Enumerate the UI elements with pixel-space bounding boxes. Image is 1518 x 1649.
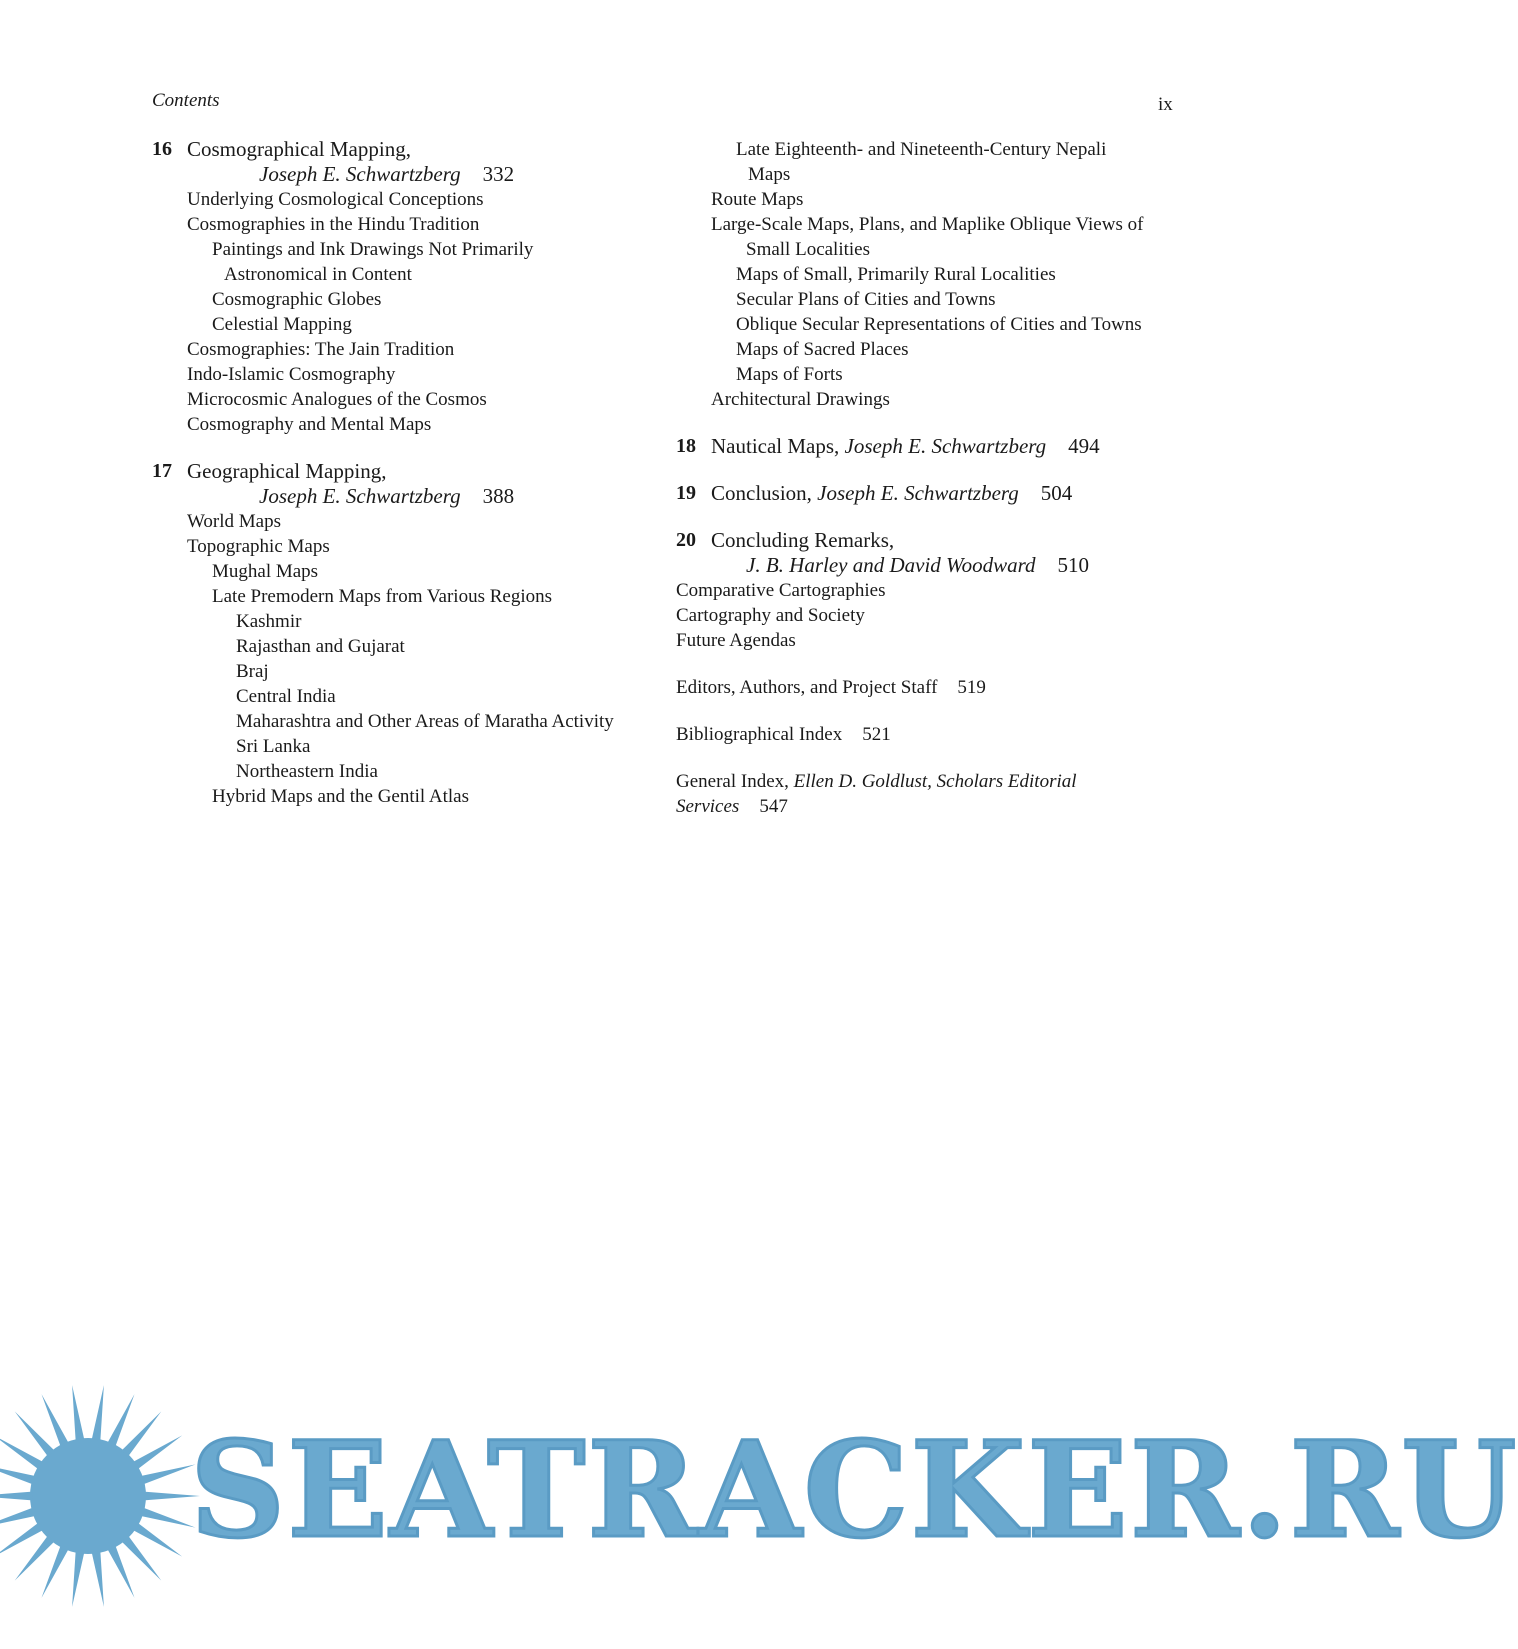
page-number: ix bbox=[1158, 94, 1173, 115]
toc-subsection[interactable]: Secular Plans of Cities and Towns bbox=[736, 289, 996, 310]
toc-subsection[interactable]: Celestial Mapping bbox=[212, 314, 352, 335]
toc-chapter-19[interactable] bbox=[676, 481, 1196, 506]
watermark-text: SEATRACKER.RU bbox=[190, 1413, 1518, 1568]
toc-subsection[interactable]: Maps of Sacred Places bbox=[736, 339, 909, 360]
chapter-page: 504 bbox=[1040, 481, 1073, 505]
toc-region[interactable]: Northeastern India bbox=[236, 761, 378, 782]
toc-chapter-17[interactable] bbox=[152, 459, 682, 509]
chapter-title: Geographical Mapping, bbox=[187, 459, 387, 483]
toc-subsection[interactable]: Maps of Small, Primarily Rural Localities bbox=[736, 264, 1056, 285]
chapter-number: 16 bbox=[152, 138, 172, 160]
toc-section[interactable]: Architectural Drawings bbox=[711, 389, 890, 410]
toc-subsection[interactable]: Oblique Secular Representations of Cities and Towns bbox=[736, 314, 1142, 335]
toc-section[interactable]: World Maps bbox=[187, 511, 281, 532]
toc-section[interactable]: Topographic Maps bbox=[187, 536, 330, 557]
toc-section[interactable]: Cosmographies: The Jain Tradition bbox=[187, 339, 455, 360]
backmatter-page: 521 bbox=[862, 724, 891, 745]
chapter-number: 19 bbox=[676, 482, 696, 504]
toc-region[interactable]: Sri Lanka bbox=[236, 736, 311, 757]
backmatter-author-cont: Services bbox=[676, 796, 740, 817]
toc-subsection[interactable]: Paintings and Ink Drawings Not Primarily bbox=[212, 239, 534, 260]
backmatter-label: Editors, Authors, and Project Staff bbox=[676, 677, 938, 698]
toc-subsection-cont: Maps bbox=[748, 164, 791, 185]
toc-subsection[interactable]: Late Premodern Maps from Various Regions bbox=[212, 586, 553, 607]
toc-general-index[interactable] bbox=[676, 769, 1196, 794]
toc-subsection-cont: Astronomical in Content bbox=[224, 264, 412, 285]
toc-subsection[interactable]: Mughal Maps bbox=[212, 561, 319, 582]
toc-left-column bbox=[152, 137, 682, 809]
chapter-title: Conclusion, bbox=[711, 481, 812, 505]
chapter-author: Joseph E. Schwartzberg bbox=[259, 162, 461, 186]
toc-section[interactable]: Microcosmic Analogues of the Cosmos bbox=[187, 389, 487, 410]
chapter-page: 494 bbox=[1068, 434, 1100, 458]
backmatter-label: Bibliographical Index bbox=[676, 724, 843, 745]
backmatter-page: 519 bbox=[957, 677, 986, 698]
toc-section-cont: Small Localities bbox=[746, 239, 871, 260]
toc-subsection[interactable]: Late Eighteenth- and Nineteenth-Century Nepali bbox=[736, 139, 1107, 160]
toc-region[interactable]: Central India bbox=[236, 686, 336, 707]
toc-section[interactable]: Cosmography and Mental Maps bbox=[187, 414, 432, 435]
toc-chapter-18[interactable] bbox=[676, 434, 1196, 459]
chapter-number: 17 bbox=[152, 460, 172, 482]
chapter-title: Concluding Remarks, bbox=[711, 528, 895, 552]
toc-section[interactable]: Underlying Cosmological Conceptions bbox=[187, 189, 484, 210]
toc-section[interactable]: Route Maps bbox=[711, 189, 804, 210]
toc-section[interactable]: Comparative Cartographies bbox=[676, 580, 886, 601]
toc-section[interactable]: Large-Scale Maps, Plans, and Maplike Oblique Views of bbox=[711, 214, 1144, 235]
toc-region[interactable]: Rajasthan and Gujarat bbox=[236, 636, 405, 657]
chapter-author: Joseph E. Schwartzberg bbox=[844, 434, 1047, 458]
chapter-page: 388 bbox=[482, 484, 515, 508]
sun-icon bbox=[0, 1385, 200, 1607]
toc-section[interactable]: Indo-Islamic Cosmography bbox=[187, 364, 396, 385]
toc-region[interactable]: Braj bbox=[236, 661, 269, 682]
chapter-author: Joseph E. Schwartzberg bbox=[817, 481, 1019, 505]
backmatter-label: General Index, bbox=[676, 771, 789, 792]
chapter-title: Cosmographical Mapping, bbox=[187, 137, 411, 161]
toc-chapter-20[interactable] bbox=[676, 528, 1196, 578]
toc-section[interactable]: Cartography and Society bbox=[676, 605, 865, 626]
toc-region[interactable]: Kashmir bbox=[236, 611, 302, 632]
chapter-author: Joseph E. Schwartzberg bbox=[259, 484, 461, 508]
chapter-number: 18 bbox=[676, 435, 696, 457]
toc-region[interactable]: Maharashtra and Other Areas of Maratha Activity bbox=[236, 711, 614, 732]
toc-chapter-16[interactable] bbox=[152, 137, 682, 187]
toc-section[interactable]: Cosmographies in the Hindu Tradition bbox=[187, 214, 480, 235]
chapter-page: 332 bbox=[482, 162, 515, 186]
chapter-author: J. B. Harley and David Woodward bbox=[746, 553, 1036, 577]
toc-section[interactable]: Future Agendas bbox=[676, 630, 796, 651]
toc-subsection[interactable]: Cosmographic Globes bbox=[212, 289, 382, 310]
toc-general-index-cont bbox=[676, 794, 1196, 819]
running-head: Contents bbox=[152, 90, 220, 111]
toc-subsection[interactable]: Maps of Forts bbox=[736, 364, 843, 385]
chapter-number: 20 bbox=[676, 529, 696, 551]
backmatter-author: Ellen D. Goldlust, Scholars Editorial bbox=[793, 771, 1077, 792]
toc-subsection[interactable]: Hybrid Maps and the Gentil Atlas bbox=[212, 786, 469, 807]
backmatter-page: 547 bbox=[759, 796, 788, 817]
chapter-page: 510 bbox=[1057, 553, 1089, 577]
toc-editors-entry[interactable] bbox=[676, 675, 1196, 700]
toc-right-column bbox=[676, 137, 1196, 819]
chapter-title: Nautical Maps, bbox=[711, 434, 840, 458]
toc-bibliographical-index[interactable] bbox=[676, 722, 1196, 747]
